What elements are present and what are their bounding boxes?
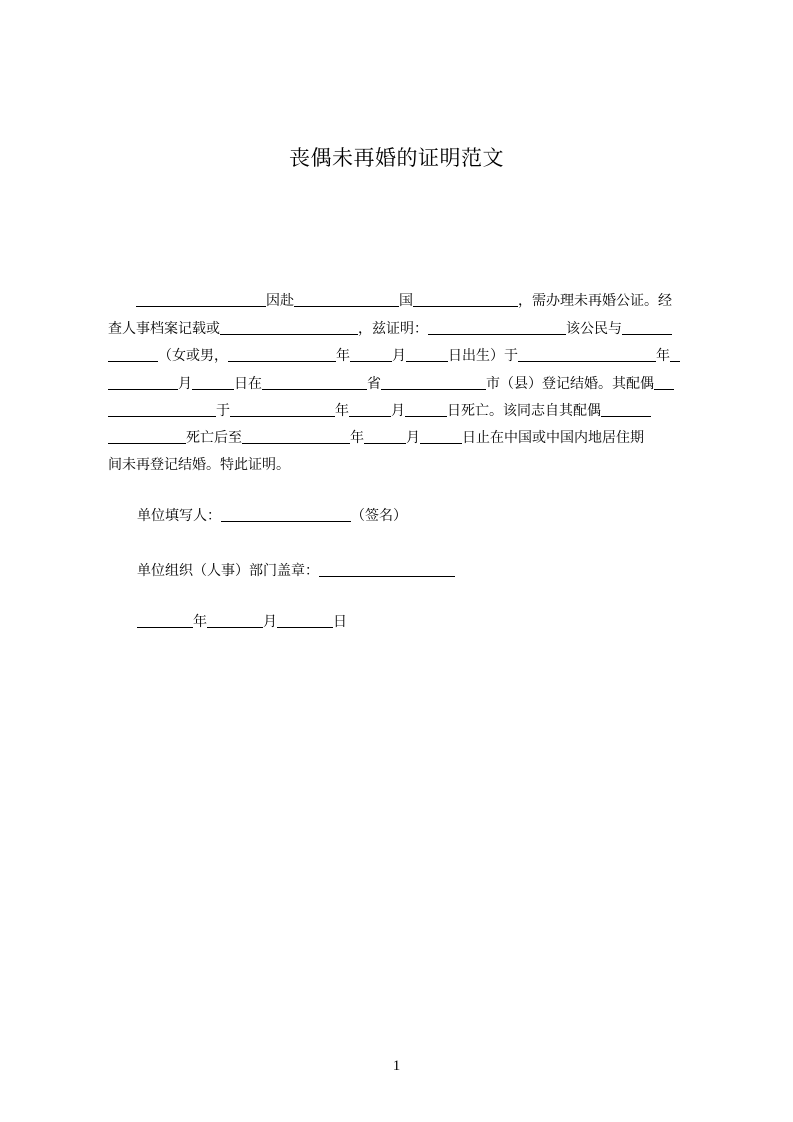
certificate-line-4 <box>108 374 700 394</box>
date-day-blank <box>277 613 333 628</box>
spouse-name-blank <box>108 347 158 362</box>
birth-year-blank <box>228 347 336 362</box>
seal-blank <box>319 562 455 577</box>
death-year-blank <box>230 402 335 417</box>
certificate-line-2 <box>108 319 700 339</box>
text-fragment: 月 <box>392 348 406 364</box>
text-fragment: 月 <box>406 430 420 446</box>
filler-signature-line <box>137 506 407 526</box>
text-fragment: 月 <box>391 403 405 419</box>
destination-blank <box>294 292 399 307</box>
text-fragment: 年 <box>335 403 349 419</box>
text-fragment: 年 <box>350 430 364 446</box>
seal-label: 单位组织（人事）部门盖章： <box>137 563 319 579</box>
text-fragment: 市（县）登记结婚。其配偶 <box>486 376 654 392</box>
date-month-blank <box>207 613 263 628</box>
date-month-label: 月 <box>263 614 277 630</box>
marriage-year-blank <box>518 347 656 362</box>
page-number: 1 <box>392 1058 401 1074</box>
date-line <box>137 612 347 632</box>
text-fragment: 日死亡。该同志自其配偶 <box>447 403 601 419</box>
date-year-label: 年 <box>193 614 207 630</box>
purpose-blank <box>413 292 518 307</box>
indent <box>108 293 136 307</box>
text-fragment: 国 <box>399 293 413 309</box>
text-fragment: 年 <box>336 348 350 364</box>
spouse-name-blank <box>601 402 651 417</box>
seal-line <box>137 561 455 581</box>
text-fragment: ，需办理未再婚公证。经 <box>518 293 672 309</box>
until-year-blank <box>242 429 350 444</box>
marriage-month-blank <box>670 347 680 362</box>
filler-signature-blank <box>221 507 351 522</box>
deceased-spouse-blank <box>108 402 216 417</box>
certificate-line-5 <box>108 401 700 421</box>
date-day-label: 日 <box>333 614 347 630</box>
record-blank <box>220 320 358 335</box>
certificate-line-6 <box>108 428 700 448</box>
text-fragment: 因赴 <box>266 293 294 309</box>
spouse-name-blank <box>108 429 186 444</box>
text-fragment: 查人事档案记载或 <box>108 321 220 337</box>
text-fragment: ，兹证明： <box>358 321 428 337</box>
text-fragment: （女或男， <box>158 348 228 364</box>
citizen-blank <box>428 320 566 335</box>
text-fragment: 年 <box>656 348 670 364</box>
deceased-spouse-blank <box>654 375 674 390</box>
birth-month-blank <box>350 347 392 362</box>
until-month-blank <box>364 429 406 444</box>
name-blank <box>136 292 266 307</box>
text-fragment: 日止在中国或中国内地居住期 <box>462 430 644 446</box>
filler-suffix: （签名） <box>351 508 407 524</box>
until-day-blank <box>420 429 462 444</box>
text-fragment: 死亡后至 <box>186 430 242 446</box>
text-fragment: 省 <box>367 376 381 392</box>
text-fragment: 月 <box>178 376 192 392</box>
birth-day-blank <box>406 347 448 362</box>
marriage-day-blank <box>192 375 234 390</box>
date-year-blank <box>137 613 193 628</box>
certificate-line-3 <box>108 346 700 366</box>
text-fragment: 于 <box>216 403 230 419</box>
province-blank <box>262 375 367 390</box>
text-fragment: 日在 <box>234 376 262 392</box>
city-blank <box>381 375 486 390</box>
certificate-line-7 <box>108 455 700 475</box>
death-month-blank <box>349 402 391 417</box>
death-day-blank <box>405 402 447 417</box>
text-fragment: 间未再登记结婚。特此证明。 <box>108 457 290 473</box>
certificate-line-1 <box>108 291 700 311</box>
marriage-month-blank <box>108 375 178 390</box>
filler-label: 单位填写人： <box>137 508 221 524</box>
text-fragment: 该公民与 <box>566 321 622 337</box>
spouse-name-blank <box>622 320 672 335</box>
text-fragment: 日出生）于 <box>448 348 518 364</box>
document-title: 丧偶未再婚的证明范文 <box>289 146 504 170</box>
